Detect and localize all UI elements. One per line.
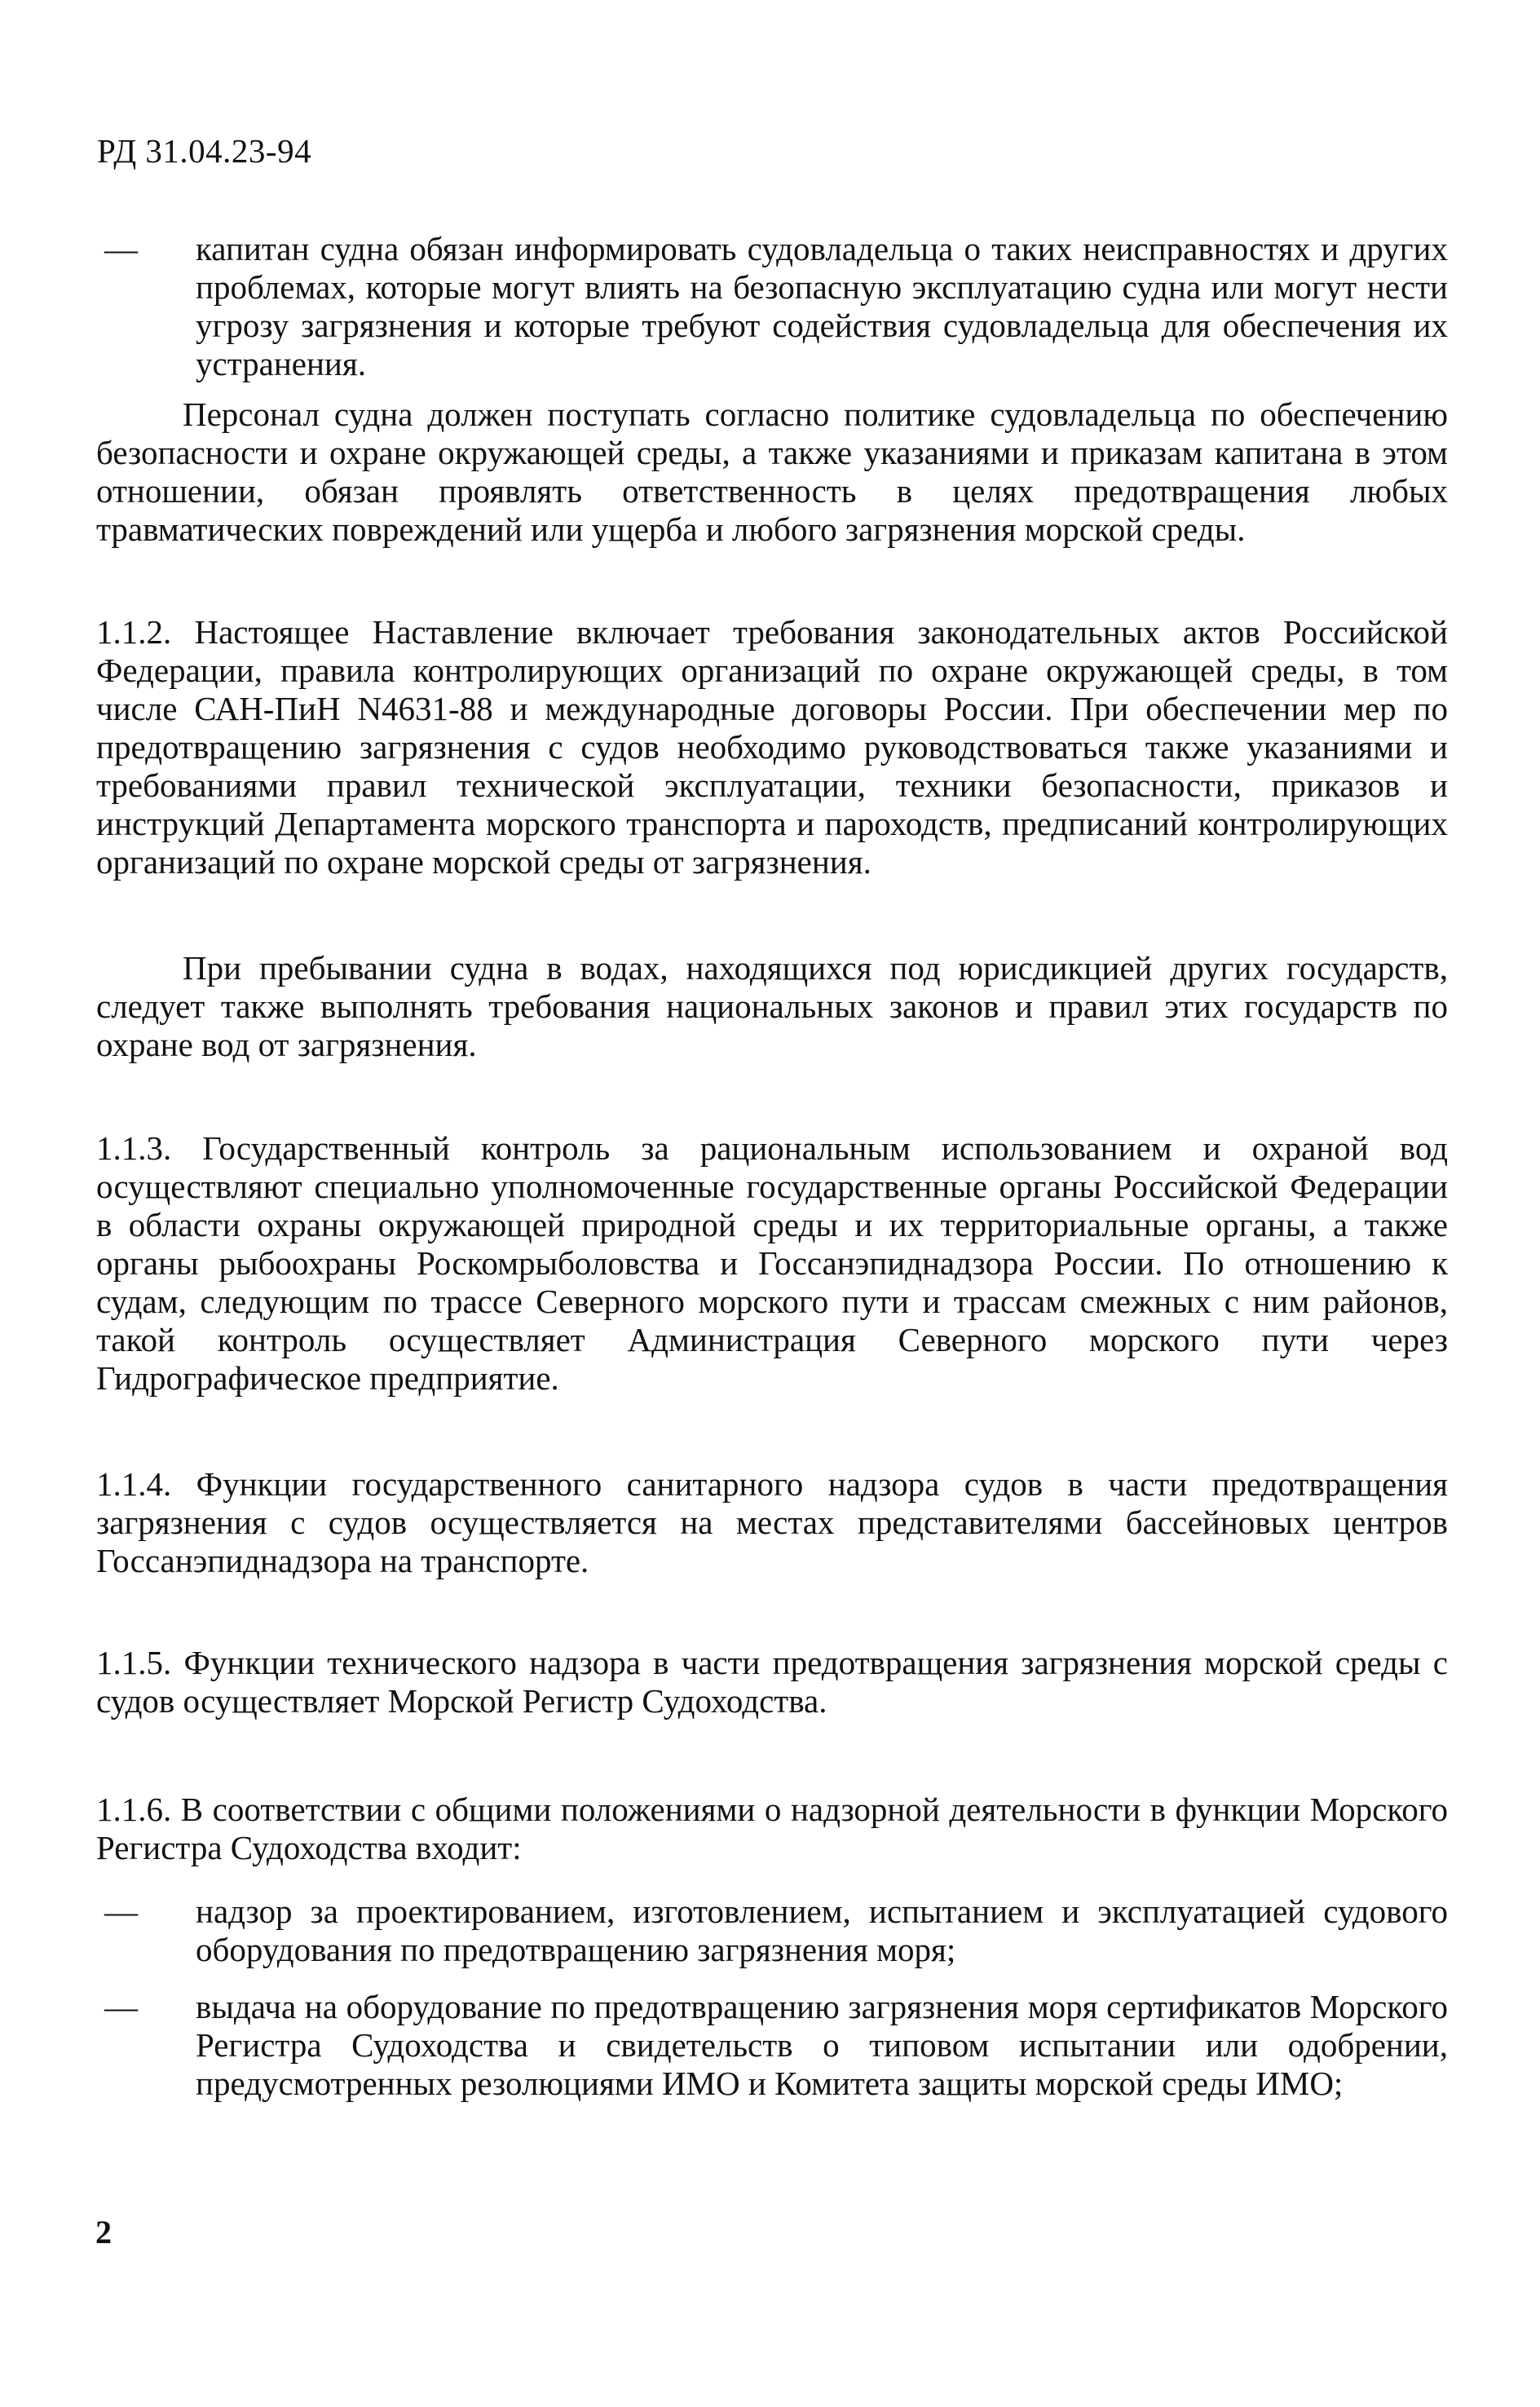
- paragraph-text: Персонал судна должен поступать согласно политике судовладельца по обеспечению безопасности и охране окружающей среды, а также указаниями и приказам капитана в этом отношении, обязан проявлять ответственность в целях предотвращения любых травматических повреждений или ущерба и любого загрязнения морской среды.: [96, 395, 1448, 548]
- section-1-1-4: [96, 1465, 1448, 1580]
- paragraph-foreign-waters: [96, 949, 1448, 1064]
- bullet-text: капитан судна обязан информировать судовладельца о таких неисправностях и других проблемах, которые могут влиять на безопасную эксплуатацию судна или могут нести угрозу загрязнения и которые требуют содействия судовладельца для обеспечения их устранения.: [196, 230, 1448, 382]
- section-1-1-6: [96, 1791, 1448, 1867]
- bullet-supervision: [104, 1892, 1448, 1969]
- section-1-1-3: [96, 1129, 1448, 1398]
- paragraph-text: 1.1.4. Функции государственного санитарного надзора судов в части предотвращения загрязнения с судов осуществляется на местах представителями бассейновых центров Госсанэпиднадзора на транспорте.: [96, 1465, 1448, 1579]
- bullet-captain-duty: [104, 230, 1448, 383]
- paragraph-text: При пребывании судна в водах, находящихся под юрисдикцией других государств, следует также выполнять требования национальных законов и правил этих государств по охране вод от загрязнения.: [96, 949, 1448, 1063]
- bullet-dash: —: [104, 1892, 138, 1930]
- bullet-text: выдача на оборудование по предотвращению загрязнения моря сертификатов Морского Регистра Судоходства и свидетельств о типовом испытании или одобрении, предусмотренных резолюциями ИМО и Комитета защиты морской среды ИМО;: [196, 1988, 1448, 2102]
- bullet-dash: —: [104, 230, 138, 267]
- paragraph-personnel: [96, 395, 1448, 549]
- bullet-certificates: [104, 1988, 1448, 2103]
- paragraph-text: 1.1.5. Функции технического надзора в части предотвращения загрязнения морской среды с судов осуществляет Морской Регистр Судоходства.: [96, 1644, 1448, 1720]
- page-number: 2: [95, 2214, 112, 2250]
- section-1-1-5: [96, 1644, 1448, 1720]
- paragraph-text: 1.1.3. Государственный контроль за рациональным использованием и охраной вод осуществляют специально уполномоченные государственные органы Российской Федерации в области охраны окружающей природной среды и их территориальные органы, а также органы рыбоохраны Роскомрыболовства и Госсанэпиднадзора России. По отношению к судам, следующим по трассе Северного морского пути и трассам смежных с ним районов, такой контроль осуществляет Администрация Северного морского пути через Гидрографическое предприятие.: [96, 1129, 1448, 1397]
- paragraph-text: 1.1.2. Настоящее Наставление включает требования законодательных актов Российской Федерации, правила контролирующих организаций по охране окружающей среды, в том числе САН-ПиН N4631-88 и международные договоры России. При обеспечении мер по предотвращению загрязнения с судов необходимо руководствоваться также указаниями и требованиями правил технической эксплуатации, техники безопасности, приказов и инструкций Департамента морского транспорта и пароходств, предписаний контролирующих организаций по охране морской среды от загрязнения.: [96, 613, 1448, 881]
- section-1-1-2: [96, 613, 1448, 881]
- paragraph-text: 1.1.6. В соответствии с общими положениями о надзорной деятельности в функции Морского Регистра Судоходства входит:: [96, 1791, 1448, 1866]
- document-code-header: РД 31.04.23-94: [97, 132, 312, 170]
- bullet-text: надзор за проектированием, изготовлением, испытанием и эксплуатацией судового оборудования по предотвращению загрязнения моря;: [196, 1892, 1448, 1968]
- bullet-dash: —: [104, 1988, 138, 2025]
